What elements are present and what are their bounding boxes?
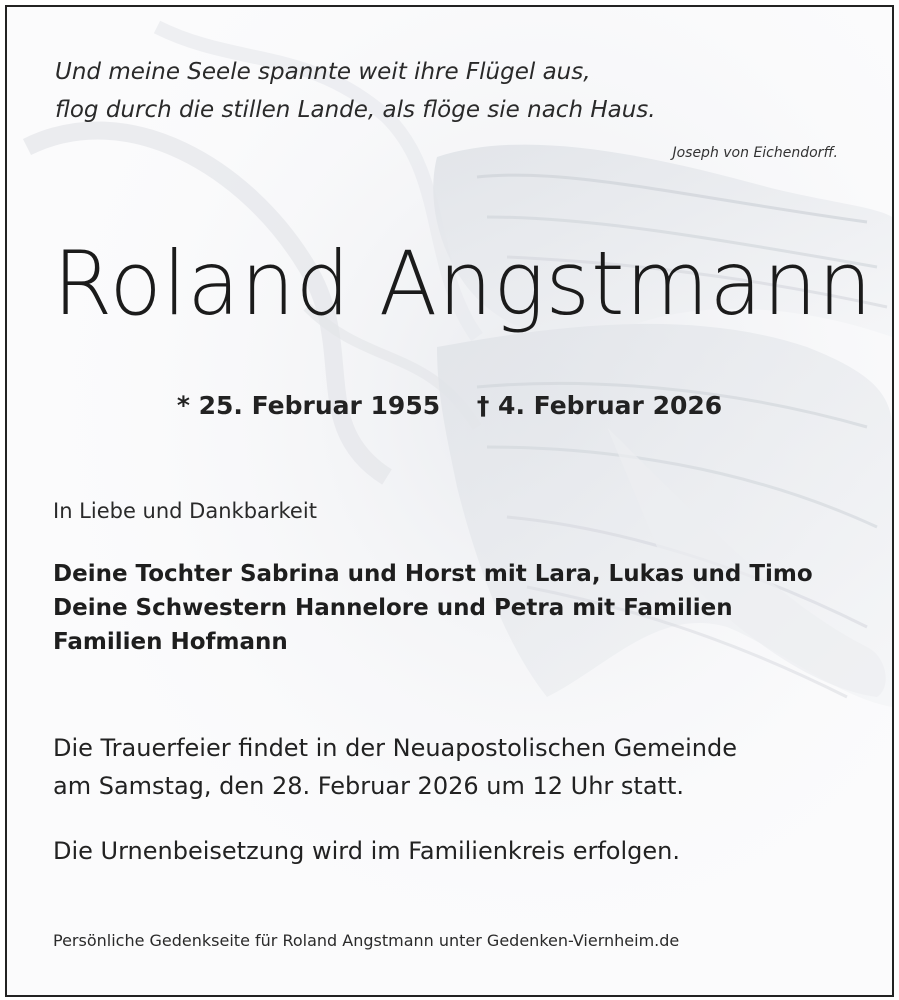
life-dates bbox=[7, 391, 892, 420]
urn-burial-info: Die Urnenbeisetzung wird im Familienkreis erfolgen. bbox=[53, 837, 680, 865]
poem-line-2: flog durch die stillen Lande, als flöge sie nach Haus. bbox=[55, 97, 656, 123]
poem-author: Joseph von Eichendorff. bbox=[672, 145, 838, 161]
service-line-2: am Samstag, den 28. Februar 2026 um 12 Uhr statt. bbox=[53, 772, 684, 800]
obituary-card bbox=[5, 5, 894, 997]
deceased-name: Roland Angstmann bbox=[53, 232, 873, 335]
death-date: † 4. Februar 2026 bbox=[476, 391, 723, 420]
memorial-page-note: Persönliche Gedenkseite für Roland Angstmann unter Gedenken-Viernheim.de bbox=[53, 931, 680, 950]
mourner-line: Familien Hofmann bbox=[53, 629, 288, 655]
mourners-intro: In Liebe und Dankbarkeit bbox=[53, 499, 317, 523]
birth-date: * 25. Februar 1955 bbox=[176, 391, 441, 420]
mourner-line: Deine Schwestern Hannelore und Petra mit Familien bbox=[53, 595, 733, 621]
mourner-line: Deine Tochter Sabrina und Horst mit Lara, Lukas und Timo bbox=[53, 561, 813, 587]
poem-quote bbox=[55, 53, 656, 129]
funeral-service-info bbox=[53, 729, 737, 805]
poem-line-1: Und meine Seele spannte weit ihre Flügel aus, bbox=[55, 59, 591, 85]
service-line-1: Die Trauerfeier findet in der Neuapostolischen Gemeinde bbox=[53, 734, 737, 762]
mourners-list bbox=[53, 557, 813, 659]
